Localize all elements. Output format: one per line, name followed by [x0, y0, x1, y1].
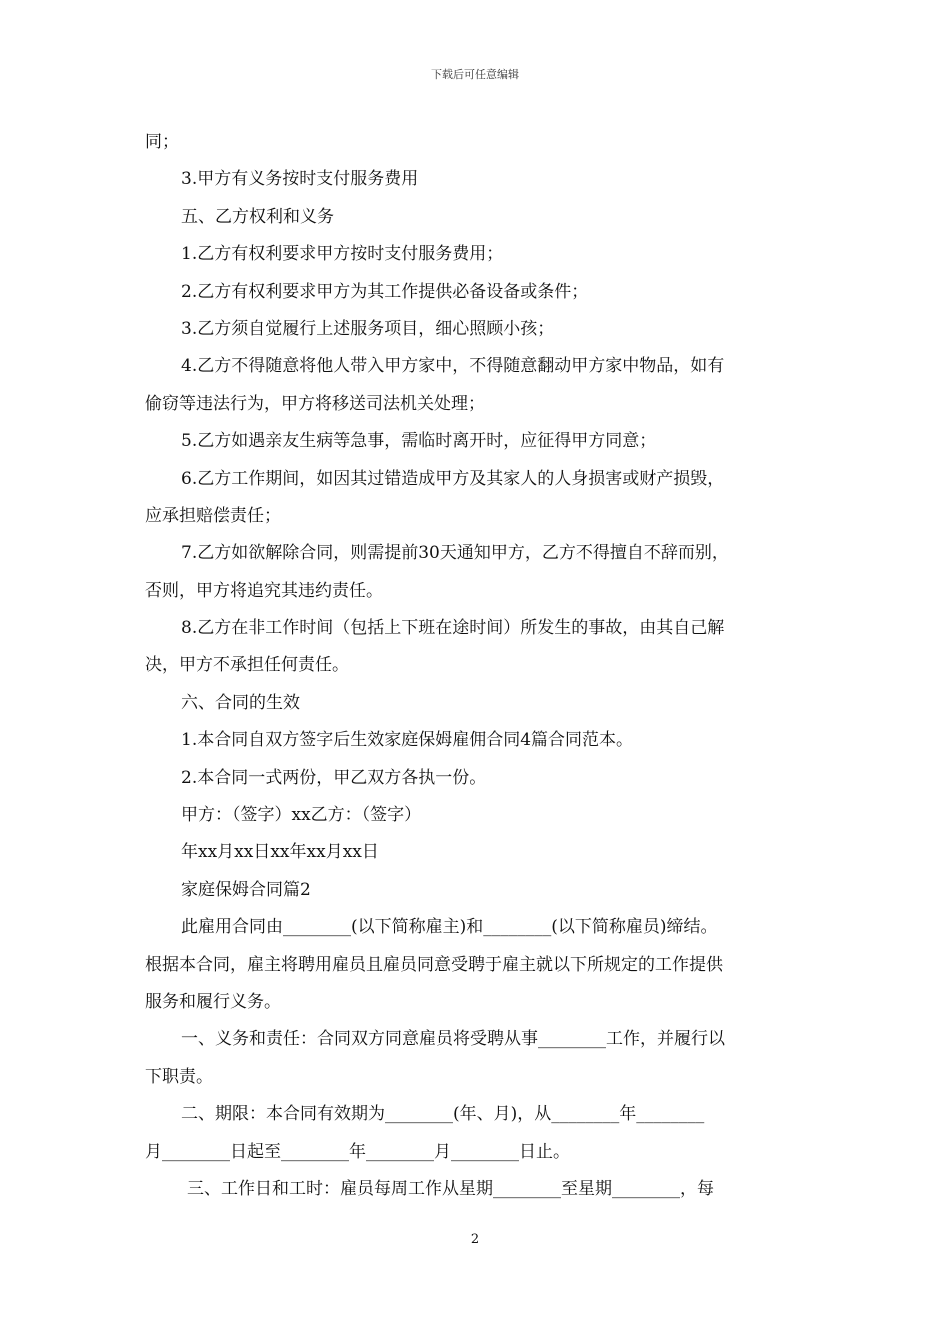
text-line: 此雇用合同由________(以下简称雇主)和________(以下简称雇员)缔结。	[181, 917, 718, 938]
text-line: 决，甲方不承担任何责任。	[145, 655, 349, 676]
text-line: 5.乙方如遇亲友生病等急事，需临时离开时，应征得甲方同意；	[181, 431, 657, 452]
text-line: 根据本合同，雇主将聘用雇员且雇员同意受聘于雇主就以下所规定的工作提供	[145, 954, 723, 975]
page-number: 2	[470, 1232, 480, 1247]
text-line: 3.甲方有义务按时支付服务费用	[181, 169, 419, 190]
document-body	[145, 124, 810, 1208]
text-line: 年xx月xx日xx年xx月xx日	[181, 842, 379, 863]
text-line: 8.乙方在非工作时间（包括上下班在途时间）所发生的事故，由其自己解	[181, 618, 725, 639]
text-line: 4.乙方不得随意将他人带入甲方家中，不得随意翻动甲方家中物品，如有	[181, 356, 725, 377]
text-line: 1.本合同自双方签字后生效家庭保姆雇佣合同4篇合同范本。	[181, 730, 634, 751]
text-line: 6.乙方工作期间，如因其过错造成甲方及其家人的人身损害或财产损毁，	[181, 468, 725, 489]
text-line: 1.乙方有权利要求甲方按时支付服务费用；	[181, 244, 504, 265]
text-line: 偷窃等违法行为，甲方将移送司法机关处理；	[145, 393, 485, 414]
text-line: 二、期限：本合同有效期为________(年、月)，从________年________	[181, 1104, 705, 1125]
text-line: 3.乙方须自觉履行上述服务项目，细心照顾小孩；	[181, 318, 555, 339]
text-line: 家庭保姆合同篇2	[181, 879, 311, 900]
text-line: 甲方：（签字）xx乙方：（签字）	[181, 805, 422, 826]
text-line: 同；	[145, 132, 179, 152]
text-line: 下职责。	[145, 1066, 213, 1087]
text-line: 三、工作日和工时：雇员每周工作从星期________至星期________，每	[187, 1178, 714, 1199]
page-header: 下载后可任意编辑	[431, 68, 519, 81]
text-line: 六、合同的生效	[181, 692, 300, 713]
text-line: 2.本合同一式两份，甲乙双方各执一份。	[181, 767, 487, 788]
text-line: 否则，甲方将追究其违约责任。	[145, 580, 383, 601]
text-line: 服务和履行义务。	[145, 991, 281, 1012]
text-line: 应承担赔偿责任；	[145, 505, 281, 526]
text-line: 2.乙方有权利要求甲方为其工作提供必备设备或条件；	[181, 281, 589, 302]
text-line: 一、义务和责任：合同双方同意雇员将受聘从事________工作，并履行以	[181, 1029, 725, 1050]
text-line: 7.乙方如欲解除合同，则需提前30天通知甲方，乙方不得擅自不辞而别，	[181, 543, 729, 564]
text-line: 月________日起至________年________月________日止。	[145, 1141, 570, 1162]
text-line: 五、乙方权利和义务	[181, 206, 334, 227]
